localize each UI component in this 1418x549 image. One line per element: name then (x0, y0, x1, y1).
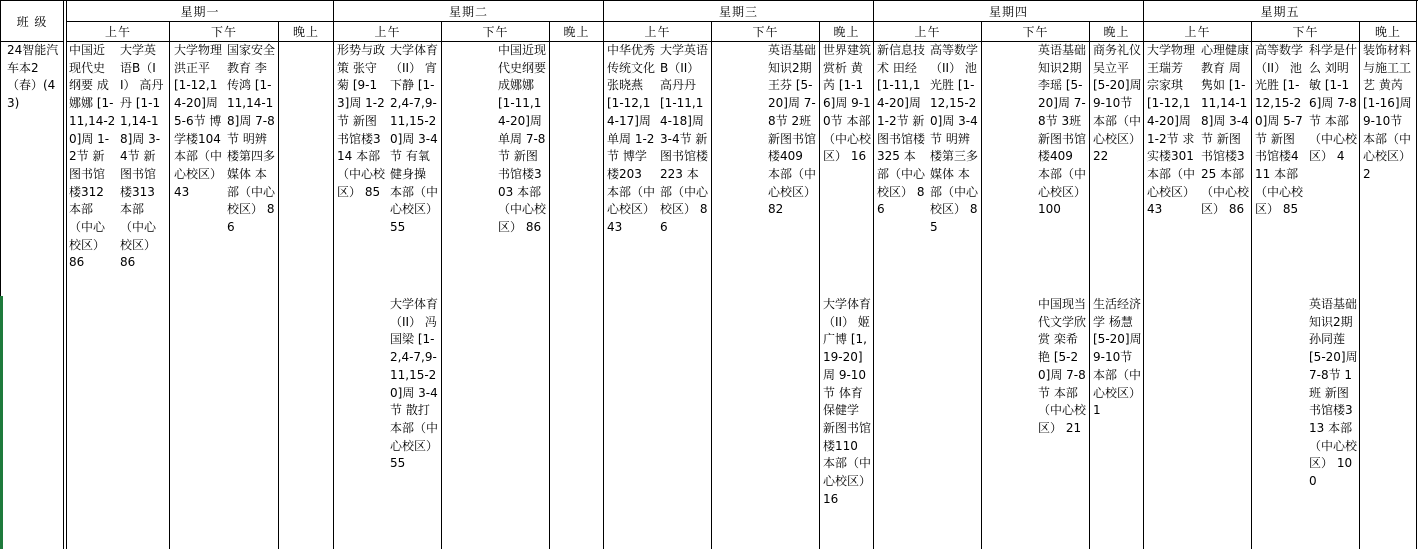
course-entry: 商务礼仪 吴立平 [5-20]周 9-10节 本部（中心校区） 22 (1093, 43, 1146, 164)
period-header-fri-pm[interactable]: 下午 (1252, 22, 1360, 42)
course-entry: 生活经济学 杨慧 [5-20]周 9-10节 本部（中心校区） 1 (1093, 297, 1146, 418)
period-header-tue-eve[interactable]: 晚上 (550, 22, 604, 42)
period-header-mon-am[interactable]: 上午 (67, 22, 170, 42)
course-entry: 大学物理 王瑞芳 宗家琪 [1-12,14-20]周 1-2节 求实楼301 本部（中心校区） 43 (1147, 43, 1199, 217)
course-entry: 大学体育（II） 姬广博 [1,19-20]周 9-10节 体育保健学 新图书馆楼110 本部（中心校区） 16 (823, 297, 875, 506)
day-header-thu[interactable]: 星期四 (874, 1, 1144, 22)
day-header-fri[interactable]: 星期五 (1144, 1, 1417, 22)
period-header-tue-am[interactable]: 上午 (334, 22, 442, 42)
course-entry: 大学物理 洪正平 [1-12,14-20]周 5-6节 博学楼104 本部（中心校区） 43 (174, 43, 226, 199)
course-entry: 心理健康教育 周隽如 [1-11,14-18]周 3-4节 新图书馆楼325 本部（中心校区） 86 (1201, 43, 1250, 217)
period-header-thu-eve[interactable]: 晚上 (1090, 22, 1144, 42)
course-entry: 英语基础知识2期 孙同莲 [5-20]周 7-8节 1班 新图书馆楼313 本部（中心校区） 100 (1309, 297, 1362, 489)
course-entry: 大学英语B（II） 高丹丹 [1-11,14-18]周 3-4节 新图书馆楼313 本部（中心校区） 86 (120, 43, 164, 270)
slot-mon-eve[interactable] (279, 42, 334, 549)
course-entry: 装饰材料与施工工艺 黄芮 [1-16]周 9-10节 本部（中心校区） 2 (1363, 43, 1416, 181)
course-entry: 国家安全教育 李传鸿 [1-11,14-18]周 7-8节 明辨楼第四多媒体 本部（中心校区） 86 (227, 43, 276, 235)
slot-tue-eve[interactable] (550, 42, 604, 549)
course-entry: 中华优秀传统文化 张晓燕 [1-12,14-17]周 单周 1-2节 博学楼203 本部（中心校区） 43 (607, 43, 659, 235)
course-entry: 高等数学（II） 池光胜 [1-12,15-20]周 3-4节 明辨楼第三多媒体 本部（中心校区） 85 (930, 43, 979, 235)
course-entry: 高等数学（II） 池光胜 [1-12,15-20]周 5-7节 新图书馆楼411 本部（中心校区） 85 (1255, 43, 1304, 217)
day-header-mon[interactable]: 星期一 (67, 1, 334, 22)
course-entry: 中国近现代史纲要 成娜娜 [1-11,14-20]周 单周 7-8节 新图书馆楼303 本部（中心校区） 86 (498, 43, 550, 235)
period-header-tue-pm[interactable]: 下午 (442, 22, 550, 42)
period-header-fri-am[interactable]: 上午 (1144, 22, 1252, 42)
period-header-wed-am[interactable]: 上午 (604, 22, 712, 42)
day-header-tue[interactable]: 星期二 (334, 1, 604, 22)
row-selection-marker (0, 296, 3, 549)
day-header-wed[interactable]: 星期三 (604, 1, 874, 22)
period-header-fri-eve[interactable]: 晚上 (1360, 22, 1417, 42)
course-entry: 英语基础知识2期 王芬 [5-20]周 7-8节 2班 新图书馆楼409 本部（中心校区） 82 (768, 43, 820, 217)
period-header-mon-pm[interactable]: 下午 (170, 22, 279, 42)
course-entry: 大学体育（II） 宵下静 [1-2,4-7,9-11,15-20]周 3-4节 有氧健身操 本部（中心校区） 55 (390, 43, 442, 235)
course-entry: 世界建筑赏析 黄芮 [1-16]周 9-10节 本部（中心校区） 16 (823, 43, 872, 164)
period-header-mon-eve[interactable]: 晚上 (279, 22, 334, 42)
course-entry: 大学体育（II） 冯国梁 [1-2,4-7,9-11,15-20]周 3-4节 散打 本部（中心校区） 55 (390, 297, 442, 471)
course-entry: 科学是什么 刘明敏 [1-16]周 7-8节 本部（中心校区） 4 (1309, 43, 1358, 164)
course-entry: 中国现当代文学欣赏 栾希艳 [5-20]周 7-8节 本部（中心校区） 21 (1038, 297, 1087, 435)
period-header-wed-pm[interactable]: 下午 (712, 22, 820, 42)
course-entry: 形势与政策 张守菊 [9-13]周 1-2节 新图书馆楼314 本部（中心校区） 85 (337, 43, 386, 199)
class-name-cell[interactable] (1, 42, 64, 549)
course-entry: 新信息技术 田经 [1-11,14-20]周 1-2节 新图书馆楼325 本部（中心校区） 86 (877, 43, 926, 217)
period-header-thu-am[interactable]: 上午 (874, 22, 982, 42)
class-column-header[interactable]: 班 级 (1, 1, 64, 42)
course-entry: 英语基础知识2期 李瑶 [5-20]周 7-8节 3班 新图书馆楼409 本部（中心校区） 100 (1038, 43, 1090, 217)
course-entry: 大学英语B（II） 高丹丹 [1-11,14-18]周 3-4节 新图书馆楼223 本部（中心校区） 86 (660, 43, 709, 235)
period-header-thu-pm[interactable]: 下午 (982, 22, 1090, 42)
course-entry: 中国近现代史纲要 成娜娜 [1-11,14-20]周 1-2节 新图书馆楼312 本部（中心校区） 86 (69, 43, 116, 270)
class-name: 24智能汽车本2（春）(43) (7, 43, 59, 111)
period-header-wed-eve[interactable]: 晚上 (820, 22, 874, 42)
